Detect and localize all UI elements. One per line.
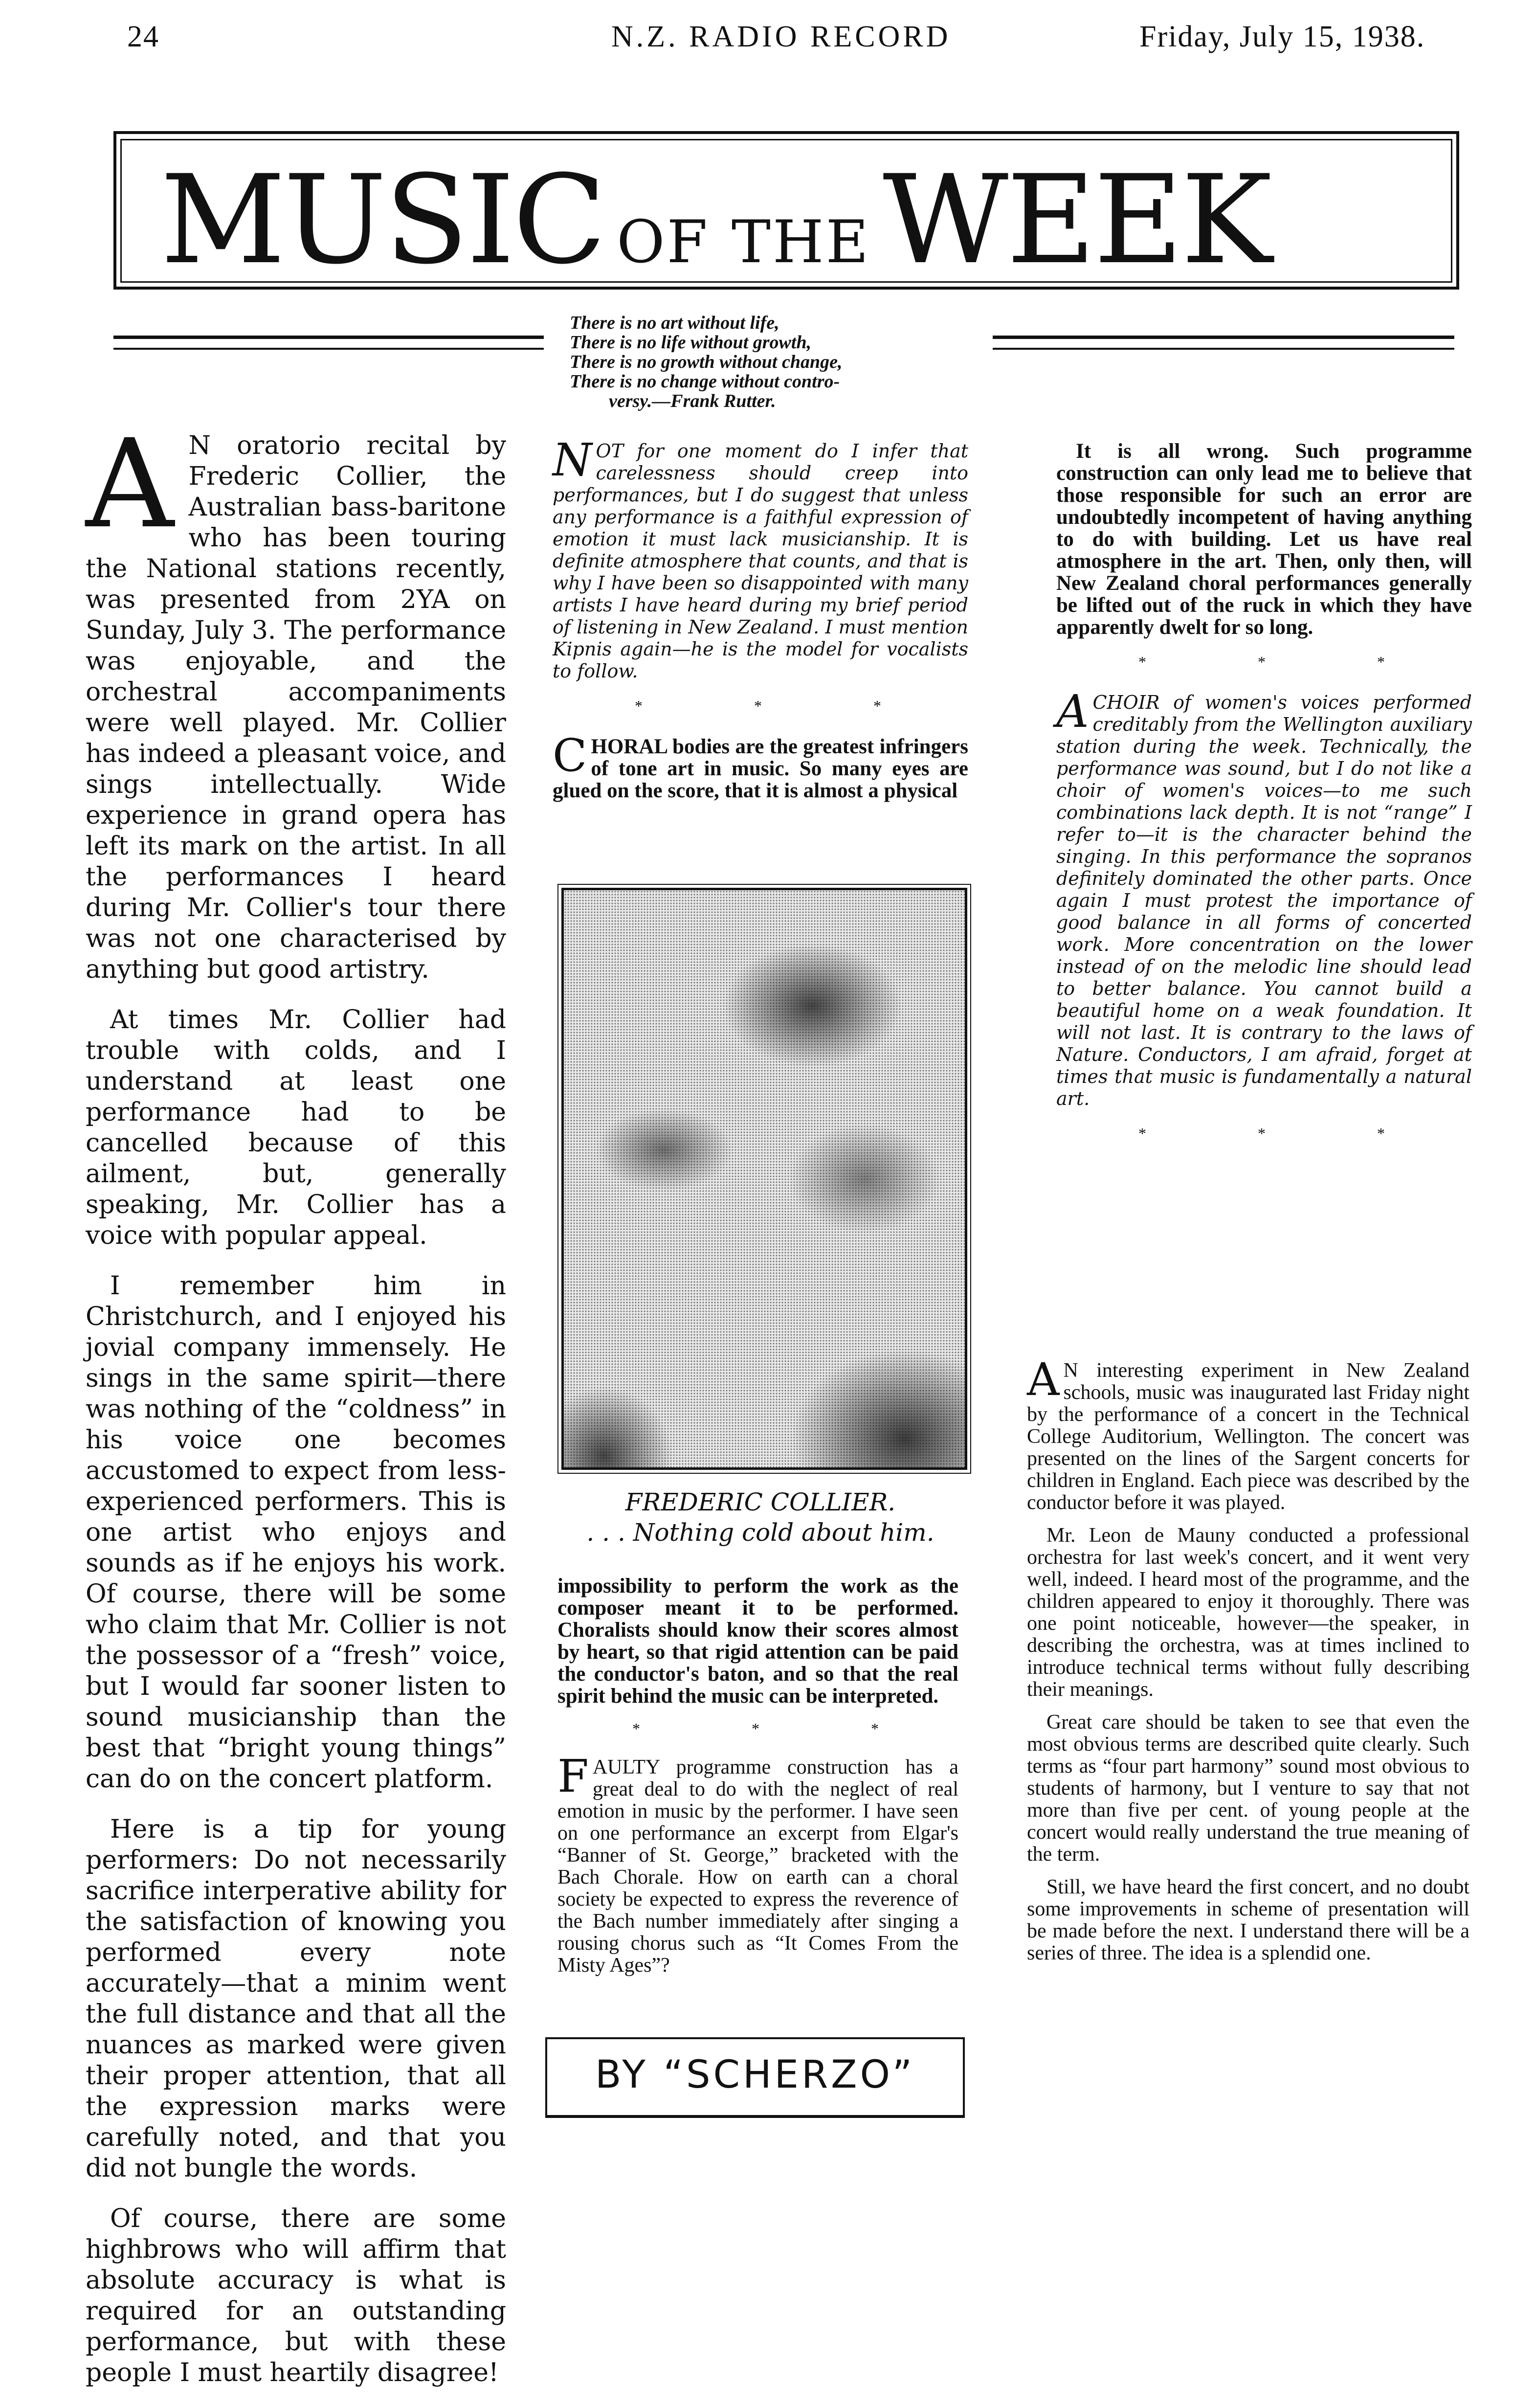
byline-box	[545, 2037, 965, 2118]
article-paragraph: Mr. Leon de Mauny conducted a professional orchestra for last week's concert, and it went very well, indeed. I heard most of the programme, and the children appeared to enjoy it thoroughly. There was one point noticeable, however—the speaker, in describing the orchestra, was at times inclined to introduce technical terms without fully describing their meanings.	[1027, 1524, 1469, 1701]
page-title	[160, 149, 1270, 291]
article-paragraph-experiment: A N interesting experiment in New Zealand schools, music was inaugurated last Friday night by the performance of a concert in the Technical College Auditorium, Wellington. The concert was presented on the lines of the Sargent concerts for children in England. Each piece was described by the conductor before it was played.	[1027, 1353, 1469, 1514]
drop-cap: F	[557, 1750, 589, 1802]
title-word-of: OF	[617, 208, 710, 276]
divider-rule-right	[993, 336, 1454, 350]
article-paragraph: Of course, there are some highbrows who will affirm that absolute accuracy is what is required for an outstanding performance, but with these people I must heartily disagree!	[86, 2204, 506, 2387]
epigraph-line: There is no life without growth,	[570, 332, 812, 353]
column-3-continued	[1027, 1353, 1469, 1975]
article-paragraph-choral: CHORAL bodies are the greatest infringers of tone art in music. So many eyes are glued on the score, that it is almost a physical	[553, 729, 968, 802]
title-word-music: MUSIC	[160, 149, 604, 291]
column-2	[553, 434, 968, 802]
section-separator: * * *	[1138, 1125, 1439, 1142]
section-separator: * * *	[635, 697, 935, 715]
caption-subtitle: . . . Nothing cold about him.	[586, 1518, 934, 1547]
caption-name: FREDERIC COLLIER.	[625, 1488, 896, 1516]
drop-cap: A	[1056, 685, 1089, 738]
article-paragraph: Here is a tip for young performers: Do not necessarily sacrifice interperative ability for the satisfaction of knowing you performed every note accurately—that a minim went the full distance and that all the nuances as marked were given their proper attention, that all the expression marks were carefully noted, and that you did not bungle the words.	[86, 1815, 506, 2183]
column-1	[86, 413, 506, 2408]
article-paragraph: At times Mr. Collier had trouble with colds, and I understand at least one performance had to be cancelled because of this ailment, but, generally speaking, Mr. Collier has a voice with popular appeal.	[86, 1005, 506, 1250]
drop-cap: C	[553, 729, 587, 782]
article-paragraph-faulty: FAULTY programme construction has a great deal to do with the neglect of real emotion in music by the performer. I have seen on one performance an excerpt from Elgar's “Banner of St. George,” bracketed with the Bach Chorale. How on earth can a choral society be expected to express the reverence of the Bach number immediately after singing a rousing chorus such as “It Comes From the Misty Ages”?	[557, 1750, 958, 1977]
article-paragraph: I remember him in Christchurch, and I enjoyed his jovial company immensely. He sings in the same spirit—there was nothing of the “coldness” in his voice one becomes accustomed to expect from less-experienced performers. This is one artist who enjoys and sounds as if he enjoys his work. Of course, there will be some who claim that Mr. Collier is not the possessor of a “fresh” voice, but I would far sooner listen to sound musicianship than the best that “bright young things” can do on the concert platform.	[86, 1271, 506, 1794]
article-paragraph: A N oratorio recital by Frederic Collier, the Australian bass-baritone who has been touring the National stations recently, was presented from 2YA on Sunday, July 3. The performance was enjoyable, and the orchestral accompaniments were well played. Mr. Collier has indeed a pleasant voice, and sings intellectually. Wide experience in grand opera has left its mark on the artist. In all the performances I heard during Mr. Collier's tour there was not one characterised by anything but good artistry.	[86, 413, 506, 984]
section-separator: * * *	[632, 1720, 933, 1737]
epigraph-line: There is no change without contro-	[570, 371, 840, 392]
epigraph-attribution: versy.—Frank Rutter.	[609, 391, 776, 411]
article-paragraph-choral-cont: impossibility to perform the work as the composer meant it to be performed. Choralists should know their scores almost by heart, so that rigid attention can be paid the conductor's baton, and so that the real spirit behind the music can be interpreted.	[557, 1575, 958, 1708]
epigraph	[570, 313, 1010, 411]
issue-date: Friday, July 15, 1938.	[1139, 20, 1425, 53]
divider-rule-left	[113, 336, 544, 350]
article-paragraph-kipnis: NOT for one moment do I infer that carelessness should creep into performances, but I do suggest that unless any performance is a faithful expression of emotion it must lack musicianship. It is definite atmosphere that counts, and that is why I have been so disappointed with many artists I have heard during my brief period of listening in New Zealand. I must mention Kipnis again—he is the model for vocalists to follow.	[553, 434, 968, 682]
article-paragraph-wrong: It is all wrong. Such programme construction can only lead me to believe that those responsible for such an error are undoubtedly incompetent of having anything to do with building. Let us have real atmosphere in the art. Then, only then, will New Zealand choral performances generally be lifted out of the ruck in which they have apparently dwelt for so long.	[1056, 440, 1472, 639]
drop-cap: A	[86, 413, 174, 555]
drop-cap: A	[1027, 1353, 1060, 1406]
drop-cap: N	[553, 434, 592, 486]
title-word-the: THE	[731, 208, 871, 276]
article-paragraph: Still, we have heard the first concert, and no doubt some improvements in scheme of presentation will be made before the next. I understand there will be a series of three. The idea is a splendid one.	[1027, 1876, 1469, 1964]
epigraph-line: There is no growth without change,	[570, 352, 843, 372]
epigraph-line: There is no art without life,	[570, 313, 779, 333]
photo-caption	[553, 1487, 968, 1548]
article-paragraph: Great care should be taken to see that even the most obvious terms are described quite clearly. Such terms as “four part harmony” sound most obvious to students of harmony, but I venture to say that not more than five per cent. of young people at the concert would really understand the true meaning of the term.	[1027, 1711, 1469, 1866]
section-separator: * * *	[1138, 653, 1439, 671]
column-3	[1056, 440, 1472, 1163]
publication-name: N.Z. RADIO RECORD	[611, 20, 951, 53]
page-number: 24	[127, 20, 159, 53]
portrait-photo	[561, 888, 967, 1470]
author-byline: BY “SCHERZO”	[595, 2053, 915, 2097]
title-box	[113, 131, 1459, 290]
column-2-continued	[557, 1575, 958, 1977]
title-word-week: WEEK	[883, 149, 1270, 291]
article-paragraph-choir: ACHOIR of women's voices performed creditably from the Wellington auxiliary station during the week. Technically, the performance was sound, but I do not like a choir of women's voices—to me such combinations lack depth. It is not “range” I refer to—it is the character behind the singing. In this performance the sopranos definitely dominated the other parts. Once again I must protest the importance of good balance in all forms of concerted work. More concentration on the lower instead of on the melodic line should lead to better balance. You cannot build a beautiful home on a weak foundation. It will not last. It is contrary to the laws of Nature. Conductors, I am afraid, forget at times that music is fundamentally a natural art.	[1056, 685, 1472, 1109]
